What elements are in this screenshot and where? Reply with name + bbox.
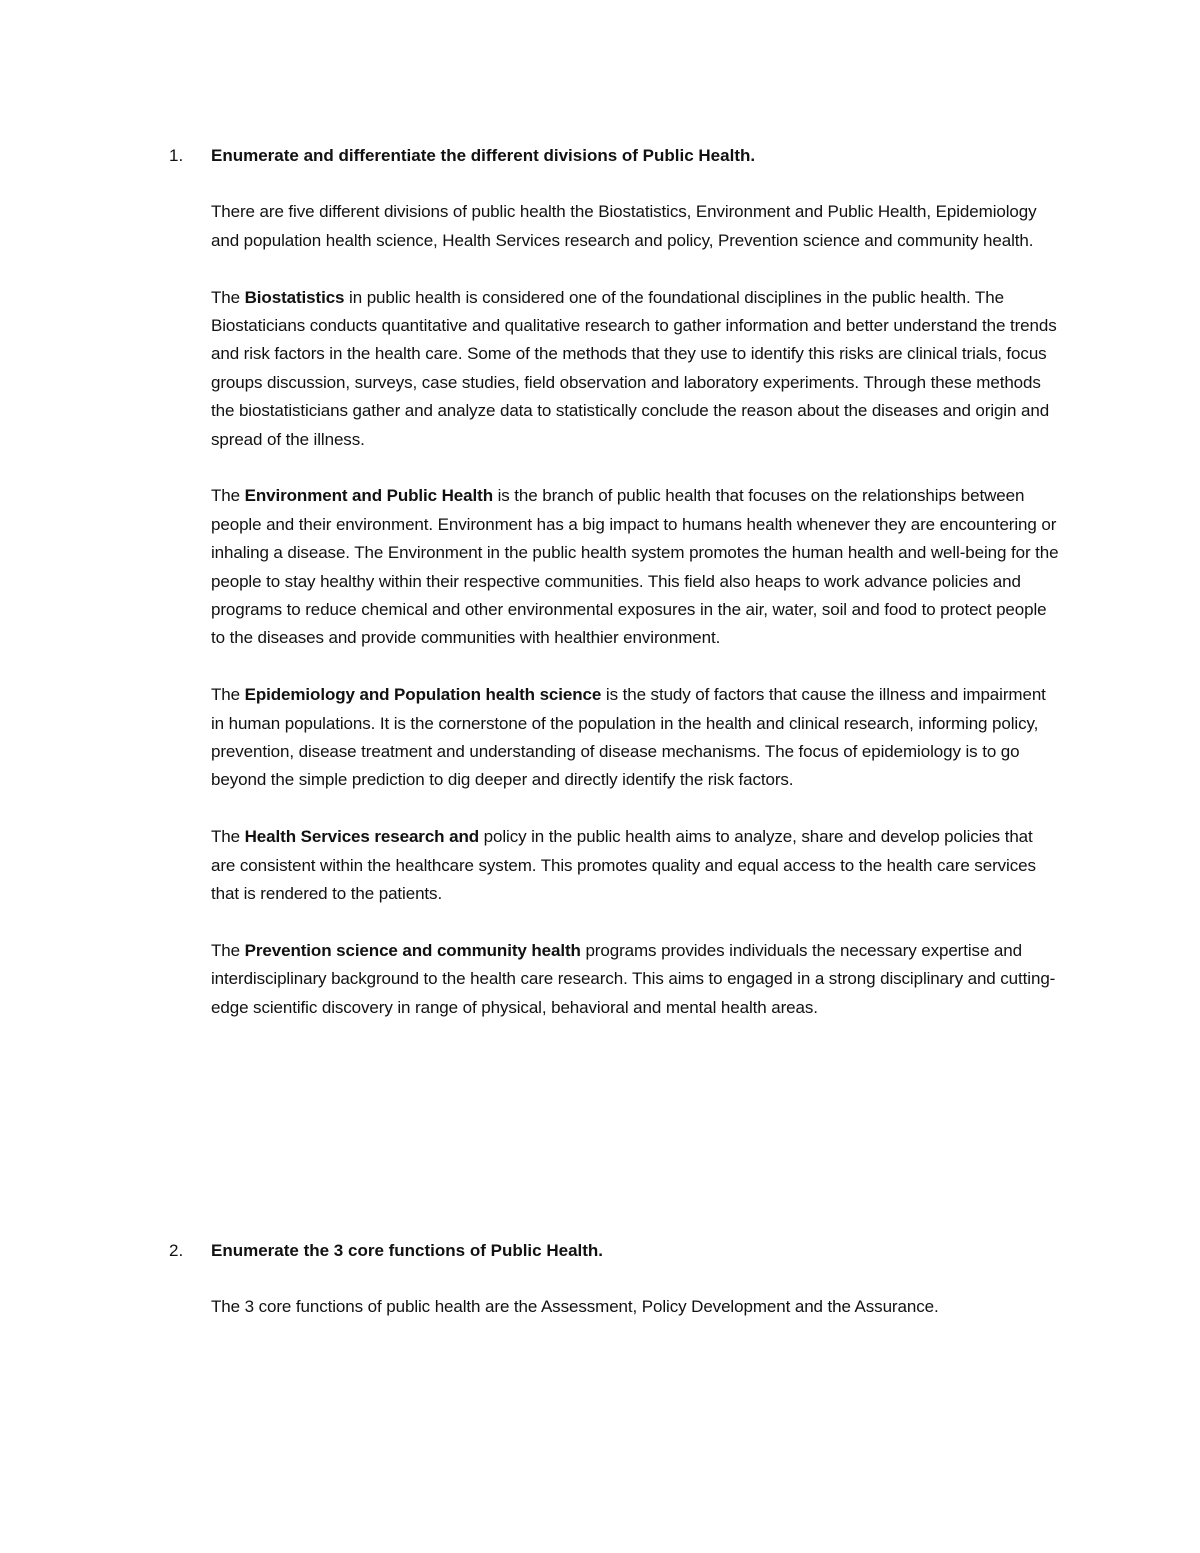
question-2-heading-text: Enumerate the 3 core functions of Public Health.	[211, 1241, 604, 1260]
paragraph-lead: The	[211, 685, 245, 705]
health-services-paragraph	[150, 823, 1060, 908]
term-health-services: Health Services research and	[244, 827, 480, 847]
question-1-heading	[150, 142, 1060, 170]
question-2-answer-paragraph: The 3 core functions of public health are the Assessment, Policy Development and the Assurance.	[211, 1297, 939, 1317]
question-1-heading-text: Enumerate and differentiate the different divisions of Public Health.	[211, 146, 756, 165]
prevention-science-paragraph	[150, 937, 1060, 1022]
question-2-heading	[150, 1237, 1060, 1265]
paragraph-body: is the branch of public health that focuses on the relationships between people and their environment. Environment has a big impact to humans health whenever they are encountering or inhaling a disease. The Environment in the public health system promotes the human health and well-being for the people to stay healthy within their respective communities. This field also heaps to work advance policies and programs to reduce chemical and other environmental exposures in the air, water, soil and food to protect people to the diseases and provide communities with healthier environment.	[211, 486, 1059, 648]
paragraph-body: is the study of factors that cause the illness and impairment in human populations. It is the cornerstone of the population in the health and clinical research, informing policy, prevention, disease treatment and understanding of disease mechanisms. The focus of epidemiology is to go beyond the simple prediction to dig deeper and directly identify the risk factors.	[211, 685, 1046, 790]
environment-paragraph	[150, 482, 1060, 652]
paragraph-lead: The	[211, 486, 245, 506]
term-epidemiology: Epidemiology and Population health science	[244, 685, 602, 705]
question-2-number: 2.	[169, 1241, 184, 1260]
paragraph-lead: The	[211, 940, 245, 960]
biostatistics-paragraph	[150, 284, 1060, 454]
paragraph-lead: The	[211, 287, 245, 307]
paragraph-lead: The	[211, 827, 245, 847]
question-1-number: 1.	[169, 146, 184, 165]
question-2-section	[150, 1237, 1060, 1322]
question-1-section	[150, 142, 1060, 1022]
paragraph-body: policy in the public health aims to analyze, share and develop policies that are consistent within the healthcare system. This promotes quality and equal access to the health care services that is rendered to the patients.	[211, 827, 1036, 904]
paragraph-body: programs provides individuals the necessary expertise and interdisciplinary background to the health care research. This aims to engaged in a strong disciplinary and cutting-edge scientific discovery in range of physical, behavioral and mental health areas.	[211, 940, 1056, 1017]
term-biostatistics: Biostatistics	[244, 287, 345, 307]
question-1-intro-paragraph: There are five different divisions of public health the Biostatistics, Environment and Public Health, Epidemiology and population health science, Health Services research and policy, Prevention science and community health.	[211, 202, 1037, 250]
term-prevention-science: Prevention science and community health	[244, 940, 581, 960]
paragraph-body: in public health is considered one of the foundational disciplines in the public health. The Biostaticians conducts quantitative and qualitative research to gather information and better understand the trends and risk factors in the health care. Some of the methods that they use to identify this risks are clinical trials, focus groups discussion, surveys, case studies, field observation and laboratory experiments. Through these methods the biostatisticians gather and analyze data to statistically conclude the reason about the diseases and origin and spread of the illness.	[211, 287, 1057, 449]
term-environment-public-health: Environment and Public Health	[244, 486, 493, 506]
epidemiology-paragraph	[150, 681, 1060, 795]
